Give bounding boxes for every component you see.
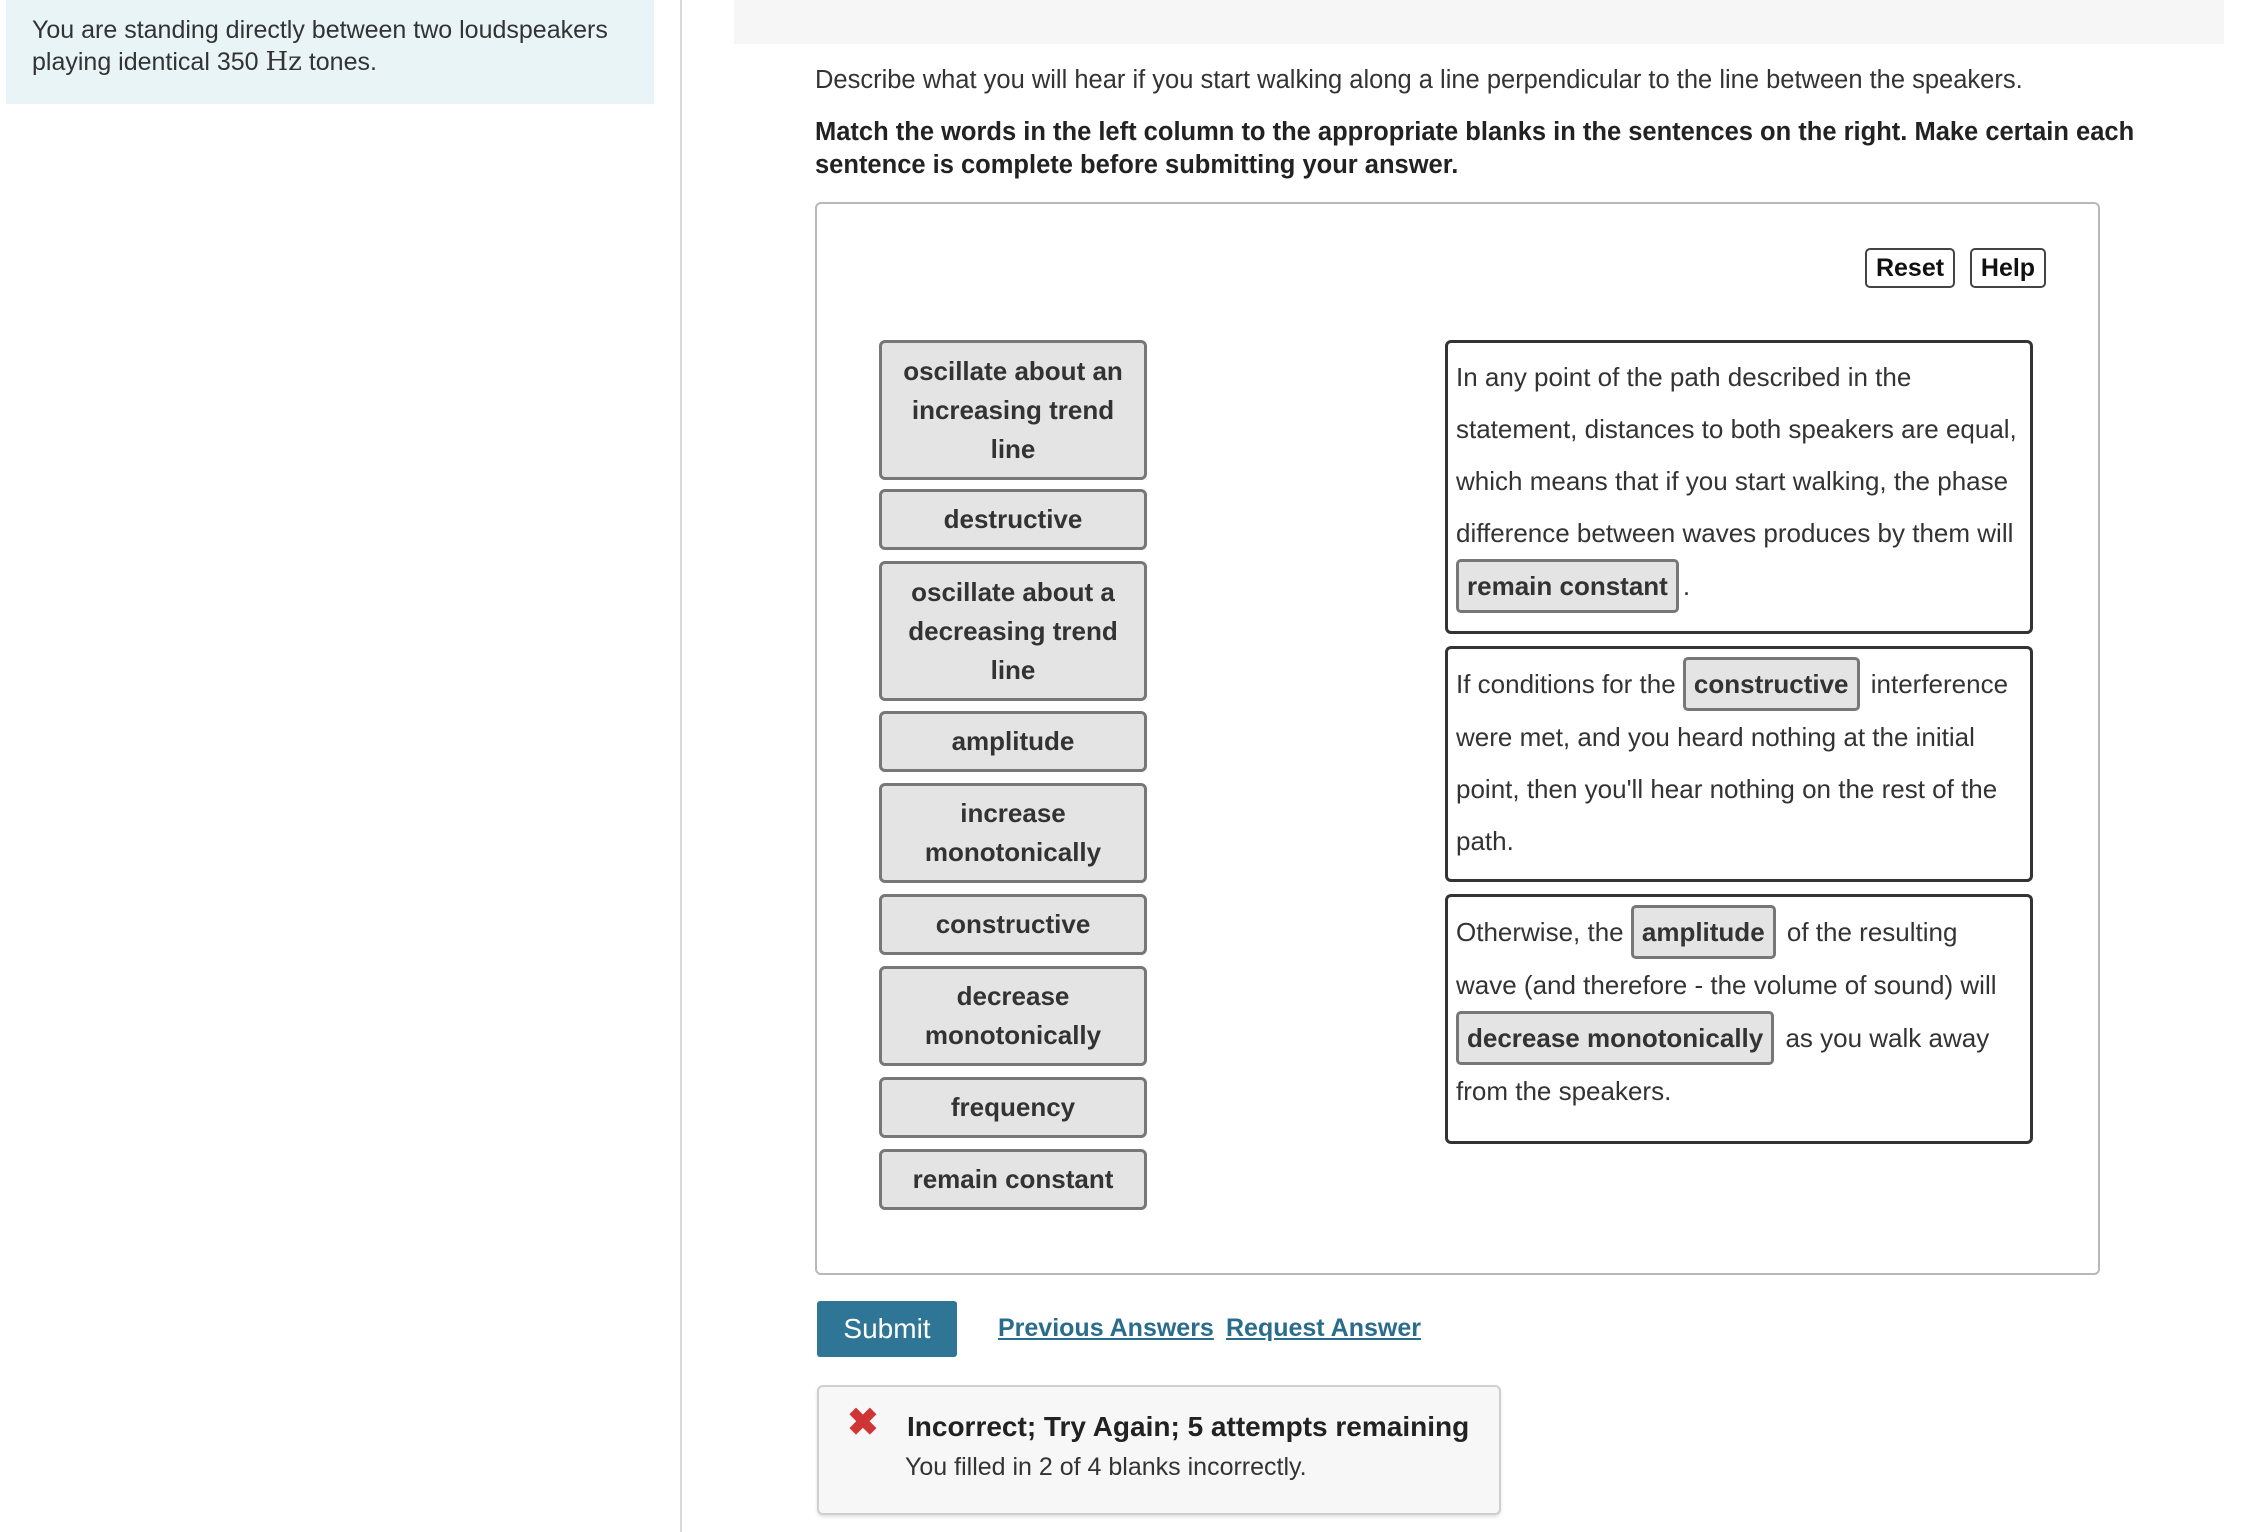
help-button[interactable]: Help xyxy=(1970,248,2046,288)
sentence-3-text-middle: of the resulting wave (and therefore - the volume of sound) will xyxy=(1456,917,1997,1000)
left-panel xyxy=(0,0,680,1532)
chip-decrease-monotonically[interactable]: decrease monotonically xyxy=(879,966,1147,1066)
sentence-1-text: In any point of the path described in the statement, distances to both speakers are equal, which means that if you start walking, the phase difference between waves produces by them will xyxy=(1456,362,2017,548)
chip-frequency[interactable]: frequency xyxy=(879,1077,1147,1138)
sentence-1-blank[interactable]: remain constant xyxy=(1456,559,1679,613)
sentence-3 xyxy=(1445,894,2033,1144)
chip-constructive[interactable]: constructive xyxy=(879,894,1147,955)
sentence-3-blank-2[interactable]: decrease monotonically xyxy=(1456,1011,1774,1065)
submit-button[interactable]: Submit xyxy=(817,1301,957,1357)
chip-destructive[interactable]: destructive xyxy=(879,489,1147,550)
sentence-3-text-after: as you walk away from the speakers. xyxy=(1456,1023,1990,1106)
chip-increase-monotonically[interactable]: increase monotonically xyxy=(879,783,1147,883)
request-answer-link[interactable]: Request Answer xyxy=(1226,1314,1421,1342)
chip-amplitude[interactable]: amplitude xyxy=(879,711,1147,772)
sentence-3-blank-1[interactable]: amplitude xyxy=(1631,905,1776,959)
sentence-2-blank[interactable]: constructive xyxy=(1683,657,1860,711)
sentence-2-text-before: If conditions for the xyxy=(1456,669,1683,699)
chip-remain-constant[interactable]: remain constant xyxy=(879,1149,1147,1210)
feedback-detail: You filled in 2 of 4 blanks incorrectly. xyxy=(905,1453,1307,1481)
reset-button[interactable]: Reset xyxy=(1865,248,1955,288)
question-text: Describe what you will hear if you start walking along a line perpendicular to the line between the speakers. xyxy=(815,66,2023,94)
sentence-2-text-after: interference were met, and you heard nothing at the initial point, then you'll hear nothing on the rest of the path. xyxy=(1456,669,2009,856)
sentence-2 xyxy=(1445,646,2033,882)
panel-divider xyxy=(680,0,682,1532)
sentence-1-end: . xyxy=(1682,571,1691,601)
feedback-title: Incorrect; Try Again; 5 attempts remaining xyxy=(907,1411,1470,1442)
previous-answers-link[interactable]: Previous Answers xyxy=(998,1314,1214,1342)
top-strip xyxy=(734,0,2224,44)
problem-intro xyxy=(6,0,654,104)
chip-oscillate-decreasing[interactable]: oscillate about a decreasing trend line xyxy=(879,561,1147,701)
feedback-box xyxy=(817,1385,1501,1515)
sentence-1 xyxy=(1445,340,2033,634)
intro-unit: Hz xyxy=(265,47,302,77)
chip-oscillate-increasing[interactable]: oscillate about an increasing trend line xyxy=(879,340,1147,480)
instructions-text: Match the words in the left column to the appropriate blanks in the sentences on the right. Make certain each sentence is complete before submitting your answer. xyxy=(815,118,2135,179)
intro-text-before: You are standing directly between two loudspeakers playing identical 350 xyxy=(32,16,608,76)
intro-text-after: tones. xyxy=(301,48,377,76)
x-icon: ✖ xyxy=(847,1402,879,1444)
sentence-3-text-before: Otherwise, the xyxy=(1456,917,1631,947)
matching-workspace xyxy=(815,202,2100,1275)
